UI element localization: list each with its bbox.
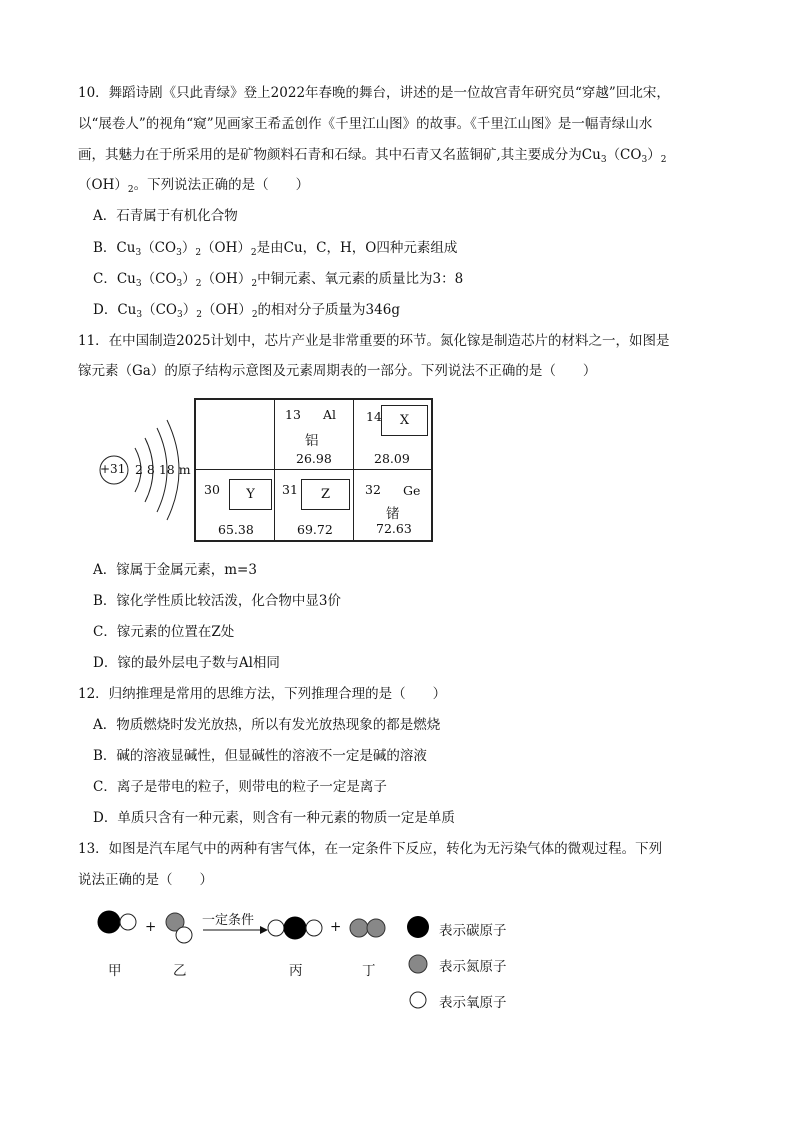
reaction-arrow-head	[260, 926, 268, 934]
table-cell-x	[353, 399, 432, 470]
label-yi: 乙	[173, 963, 187, 979]
ge-mass: 72.63	[376, 521, 412, 536]
nitrogen-legend-icon	[409, 955, 427, 973]
al-number: 13	[285, 407, 301, 422]
carbon-legend-icon	[407, 916, 429, 938]
label-jia: 甲	[108, 963, 122, 979]
al-symbol: Al	[323, 407, 337, 422]
y-mass: 65.38	[218, 522, 254, 537]
nitrogen-atom	[350, 919, 368, 937]
ge-name: 锗	[386, 506, 400, 522]
q11-stem-line1: 11．在中国制造2025计划中，芯片产业是非常重要的环节。氮化镓是制造芯片的材料之一，如图是	[78, 333, 670, 349]
carbon-atom	[284, 917, 306, 939]
oxygen-atom	[120, 914, 136, 930]
y-symbol-box: Y	[229, 479, 272, 510]
q11-option-b[interactable]: B．镓化学性质比较活泼，化合物中显3价	[93, 593, 342, 609]
periodic-table-fragment	[194, 398, 433, 542]
q10-stem-line1: 10．舞蹈诗剧《只此青绿》登上2022年春晚的舞台，讲述的是一位故宫青年研究员“穿越”回北宋，	[78, 85, 670, 101]
legend-oxygen-text: 表示氧原子	[439, 995, 507, 1011]
q13-stem-line1: 13．如图是汽车尾气中的两种有害气体，在一定条件下反应，转化为无污染气体的微观过程。下列	[78, 841, 663, 857]
shell-electron-counts: 2 8 18 m	[135, 462, 191, 477]
q10-stem-line4: $(OH)_2$。下列说法正确的是（ ）	[78, 177, 310, 195]
q12-option-c[interactable]: C．离子是带电的粒子，则带电的粒子一定是离子	[93, 779, 387, 795]
z-mass: 69.72	[297, 522, 333, 537]
q13-stem-line2: 说法正确的是（ ）	[78, 872, 213, 888]
q11-stem-line2: 镓元素（Ga）的原子结构示意图及元素周期表的一部分。下列说法不正确的是（ ）	[78, 363, 597, 379]
y-number: 30	[204, 482, 220, 497]
x-symbol-box: X	[381, 405, 428, 436]
q10-stem-line3: 画，其魅力在于所采用的是矿物颜料石青和石绿。其中石青又名蓝铜矿,其主要成分为$Cu_3(CO_3)_2$	[78, 147, 667, 165]
q11-option-d[interactable]: D．镓的最外层电子数与Al相同	[93, 655, 280, 671]
al-name: 铝	[305, 433, 319, 449]
legend-nitrogen-text: 表示氮原子	[439, 959, 507, 975]
label-ding: 丁	[362, 963, 376, 979]
q10-option-c[interactable]: C．$Cu_3(CO_3)_2(OH)_2$中铜元素、氧元素的质量比为3：8	[93, 271, 464, 289]
table-cell-z	[274, 469, 354, 541]
q11-option-c[interactable]: C．镓元素的位置在Z处	[93, 624, 235, 640]
ge-number: 32	[365, 482, 381, 497]
q10-option-d[interactable]: D．$Cu_3(CO_3)_2(OH)_2$的相对分子质量为346g	[93, 302, 400, 320]
al-mass: 26.98	[296, 451, 332, 466]
x-mass: 28.09	[374, 451, 410, 466]
q10-option-b[interactable]: B．$Cu_3(CO_3)_2(OH)_2$是由Cu，C，H，O四种元素组成	[93, 240, 458, 258]
q12-stem: 12．归纳推理是常用的思维方法，下列推理合理的是（ ）	[78, 686, 447, 702]
table-cell-empty	[195, 399, 275, 470]
q12-option-b[interactable]: B．碱的溶液显碱性，但显碱性的溶液不一定是碱的溶液	[93, 748, 427, 764]
oxygen-atom	[176, 927, 192, 943]
q12-option-d[interactable]: D．单质只含有一种元素，则含有一种元素的物质一定是单质	[93, 810, 455, 826]
nitrogen-atom	[367, 919, 385, 937]
x-number: 14	[366, 409, 382, 424]
q10-option-a[interactable]: A．石青属于有机化合物	[93, 208, 238, 224]
z-number: 31	[282, 482, 298, 497]
ge-symbol: Ge	[403, 483, 421, 498]
table-cell-y	[195, 469, 275, 541]
z-symbol-box: Z	[301, 479, 350, 510]
table-cell-al	[274, 399, 354, 470]
atom-legend-icons	[405, 912, 435, 1012]
oxygen-atom	[268, 920, 284, 936]
legend-carbon-text: 表示碳原子	[439, 923, 507, 939]
plus-sign-2: +	[330, 919, 342, 935]
q12-option-a[interactable]: A．物质燃烧时发光放热，所以有发光放热现象的都是燃烧	[93, 717, 441, 733]
q11-option-a[interactable]: A．镓属于金属元素，m=3	[93, 562, 257, 578]
table-cell-ge	[353, 469, 432, 541]
label-bing: 丙	[289, 963, 303, 979]
oxygen-atom	[306, 920, 322, 936]
nucleus-charge: +31	[100, 462, 126, 476]
reaction-condition: 一定条件	[202, 913, 255, 928]
oxygen-legend-icon	[410, 992, 426, 1008]
carbon-atom	[98, 911, 120, 933]
q10-stem-line2: 以“展卷人”的视角“窥”见画家王希孟创作《千里江山图》的故事。《千里江山图》是一幅青绿山水	[78, 116, 653, 132]
plus-sign-1: +	[145, 919, 157, 935]
